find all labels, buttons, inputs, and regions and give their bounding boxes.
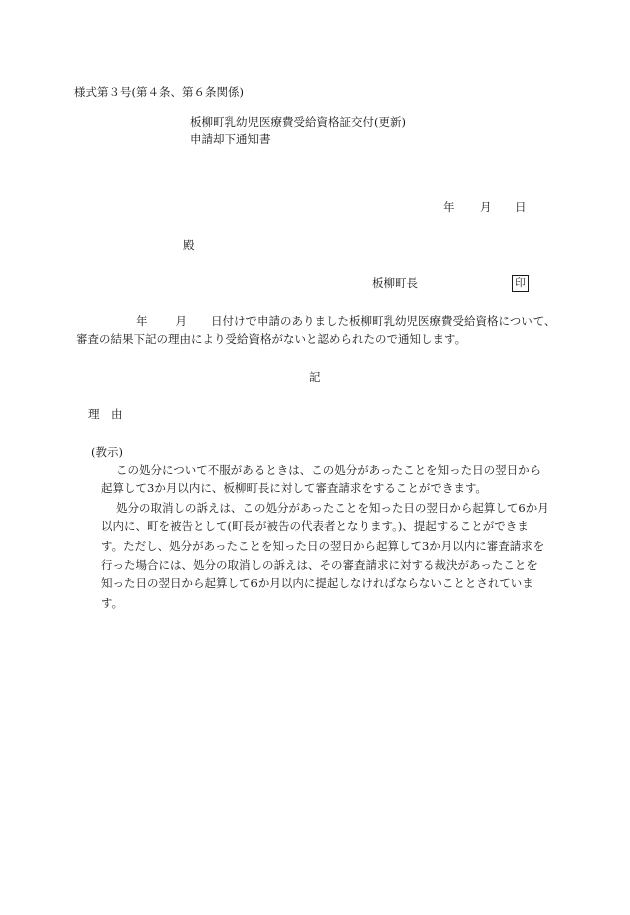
body-line-1-text: 日付けで申請のありました板柳町乳幼児医療費受給資格について、 [211, 314, 556, 328]
date-day-label: 日 [515, 200, 527, 214]
reason-label: 理 由 [88, 407, 123, 421]
body-month-label: 月 [175, 314, 187, 328]
notice-line: す。 [101, 596, 124, 610]
addressee-honorific: 殿 [183, 238, 195, 252]
notice-line: す。ただし、処分があったことを知った日の翌日から起算して3か月以内に審査請求を [101, 539, 545, 553]
form-number: 様式第３号(第４条、第６条関係) [74, 85, 244, 99]
seal-mark: 印 [512, 275, 529, 292]
notice-line: 行った場合には、処分の取消しの訴えは、その審査請求に対する裁決があったことを [101, 558, 538, 572]
notice-line: この処分について不服があるときは、この処分があったことを知った日の翌日から [116, 463, 542, 477]
date-year-label: 年 [443, 200, 455, 214]
notice-line: 起算して3か月以内に、板柳町長に対して審査請求をすることができます。 [101, 481, 487, 495]
body-year-label: 年 [136, 314, 148, 328]
notice-line: 知った日の翌日から起算して6か月以内に提起しなければならないこととされていま [101, 576, 534, 590]
ki-heading: 記 [309, 370, 321, 384]
document-title-line1: 板柳町乳幼児医療費受給資格証交付(更新) [190, 115, 406, 129]
notice-line: 以内に、町を被告として(町長が被告の代表者となります。)、提起することができま [101, 519, 529, 533]
issuer-name: 板柳町長 [372, 276, 418, 290]
body-line-1 [76, 316, 556, 328]
notice-line: 処分の取消しの訴えは、この処分があったことを知った日の翌日から起算して6か月 [116, 501, 549, 515]
date-month-label: 月 [480, 200, 492, 214]
document-title-line2: 申請却下通知書 [190, 132, 271, 146]
body-line-2: 審査の結果下記の理由により受給資格がないと認められたので通知します。 [76, 332, 467, 346]
notice-heading: (教示) [91, 445, 123, 459]
